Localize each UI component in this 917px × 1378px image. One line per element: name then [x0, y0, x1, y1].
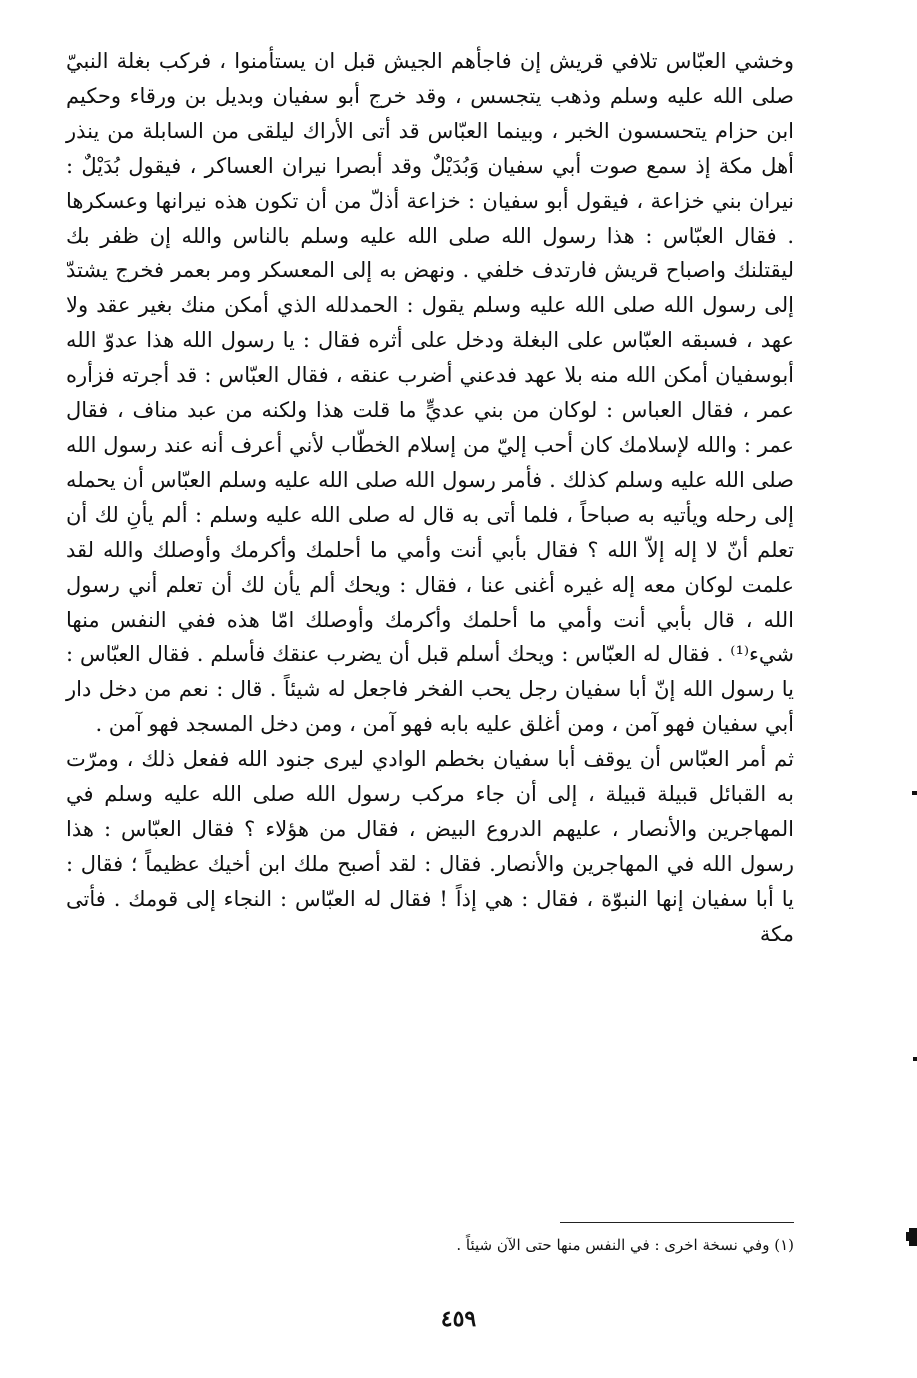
footnote-divider: [560, 1222, 794, 1223]
paragraph-2: ثم أمر العبّاس أن يوقف أبا سفيان بخطم الوادي ليرى جنود الله ففعل ذلك ، ومرّت به القبائل قبيلة قبيلة ، إلى أن جاء مركب رسول الله صلى الله عليه وسلم في المهاجرين والأنصار ، عليهم الدروع البيض ، فقال من هؤلاء ؟ فقال العبّاس : هذا رسول الله في المهاجرين والأنصار. فقال : لقد أصبح ملك ابن أخيك عظيماً ؛ فقال : يا أبا سفيان إنها النبوّة ، فقال : هي إذاً ! فقال له العبّاس : النجاء إلى قومك . فأتى مكة: [66, 747, 794, 946]
page-number: ٤٥٩: [440, 1306, 477, 1332]
scan-mark: [909, 1228, 917, 1246]
paragraph-1: وخشي العبّاس تلافي قريش إن فاجأهم الجيش قبل ان يستأمنوا ، فركب بغلة النبيّ صلى الله عليه وسلم وذهب يتجسس ، وقد خرج أبو سفيان وبديل بن ورقاء وحكيم ابن حزام يتحسسون الخبر ، وبينما العبّاس قد أتى الأراك ليلقى من السابلة من ينذر أهل مكة إذ سمع صوت أبي سفيان وَبُدَيْلٌ وقد أبصرا نيران العساكر ، فيقول بُدَيْلٌ : نيران بني خزاعة ، فيقول أبو سفيان : خزاعة أذلّ من أن تكون هذه نيرانها وعسكرها . فقال العبّاس : هذا رسول الله صلى الله عليه وسلم بالناس والله إن ظفر بك ليقتلنك واصباح قريش فارتدف خلفي . ونهض به إلى المعسكر ومر بعمر فخرج يشتدّ إلى رسول الله صلى الله عليه وسلم يقول : الحمدلله الذي أمكن منك بغير عقد ولا عهد ، فسبقه العبّاس على البغلة ودخل على أثره فقال : يا رسول الله هذا عدوّ الله أبوسفيان أمكن الله منه بلا عهد فدعني أضرب عنقه ، فقال العبّاس : قد أجرته فزأره عمر ، فقال العباس : لوكان من بني عديٍّ ما قلت هذا ولكنه من عبد مناف ، فقال عمر : والله لإسلامك كان أحب إليّ من إسلام الخطّاب لأني أعرف أنه عند رسول الله صلى الله عليه وسلم كذلك . فأمر رسول الله صلى الله عليه وسلم العبّاس أن يحمله إلى رحله ويأتيه به صباحاً ، فلما أتى به قال له صلى الله عليه وسلم : ألم يأنِ لك أن تعلم أنّ لا إله إلاّ الله ؟ فقال بأبي أنت وأمي ما أحلمك وأكرمك وأوصلك والله لقد علمت لوكان معه إله غيره أغنى عنا ، فقال : ويحك ألم يأن لك أن تعلم أني رسول الله ، قال بأبي أنت وأمي ما أحلمك وأكرمك وأوصلك امّا هذه ففي النفس منها شيء⁽¹⁾ . فقال له العبّاس : ويحك أسلم قبل أن يضرب عنقك فأسلم . فقال العبّاس : يا رسول الله إنّ أبا سفيان رجل يحب الفخر فاجعل له شيئاً . قال : نعم من دخل دار أبي سفيان فهو آمن ، ومن أغلق عليه بابه فهو آمن ، ومن دخل المسجد فهو آمن .: [66, 49, 794, 737]
footnote: (١) وفي نسخة اخرى : في النفس منها حتى الآن شيئاً .: [456, 1236, 794, 1254]
scan-mark: [913, 1057, 917, 1061]
main-text: [66, 44, 794, 952]
scan-mark: [912, 791, 917, 795]
